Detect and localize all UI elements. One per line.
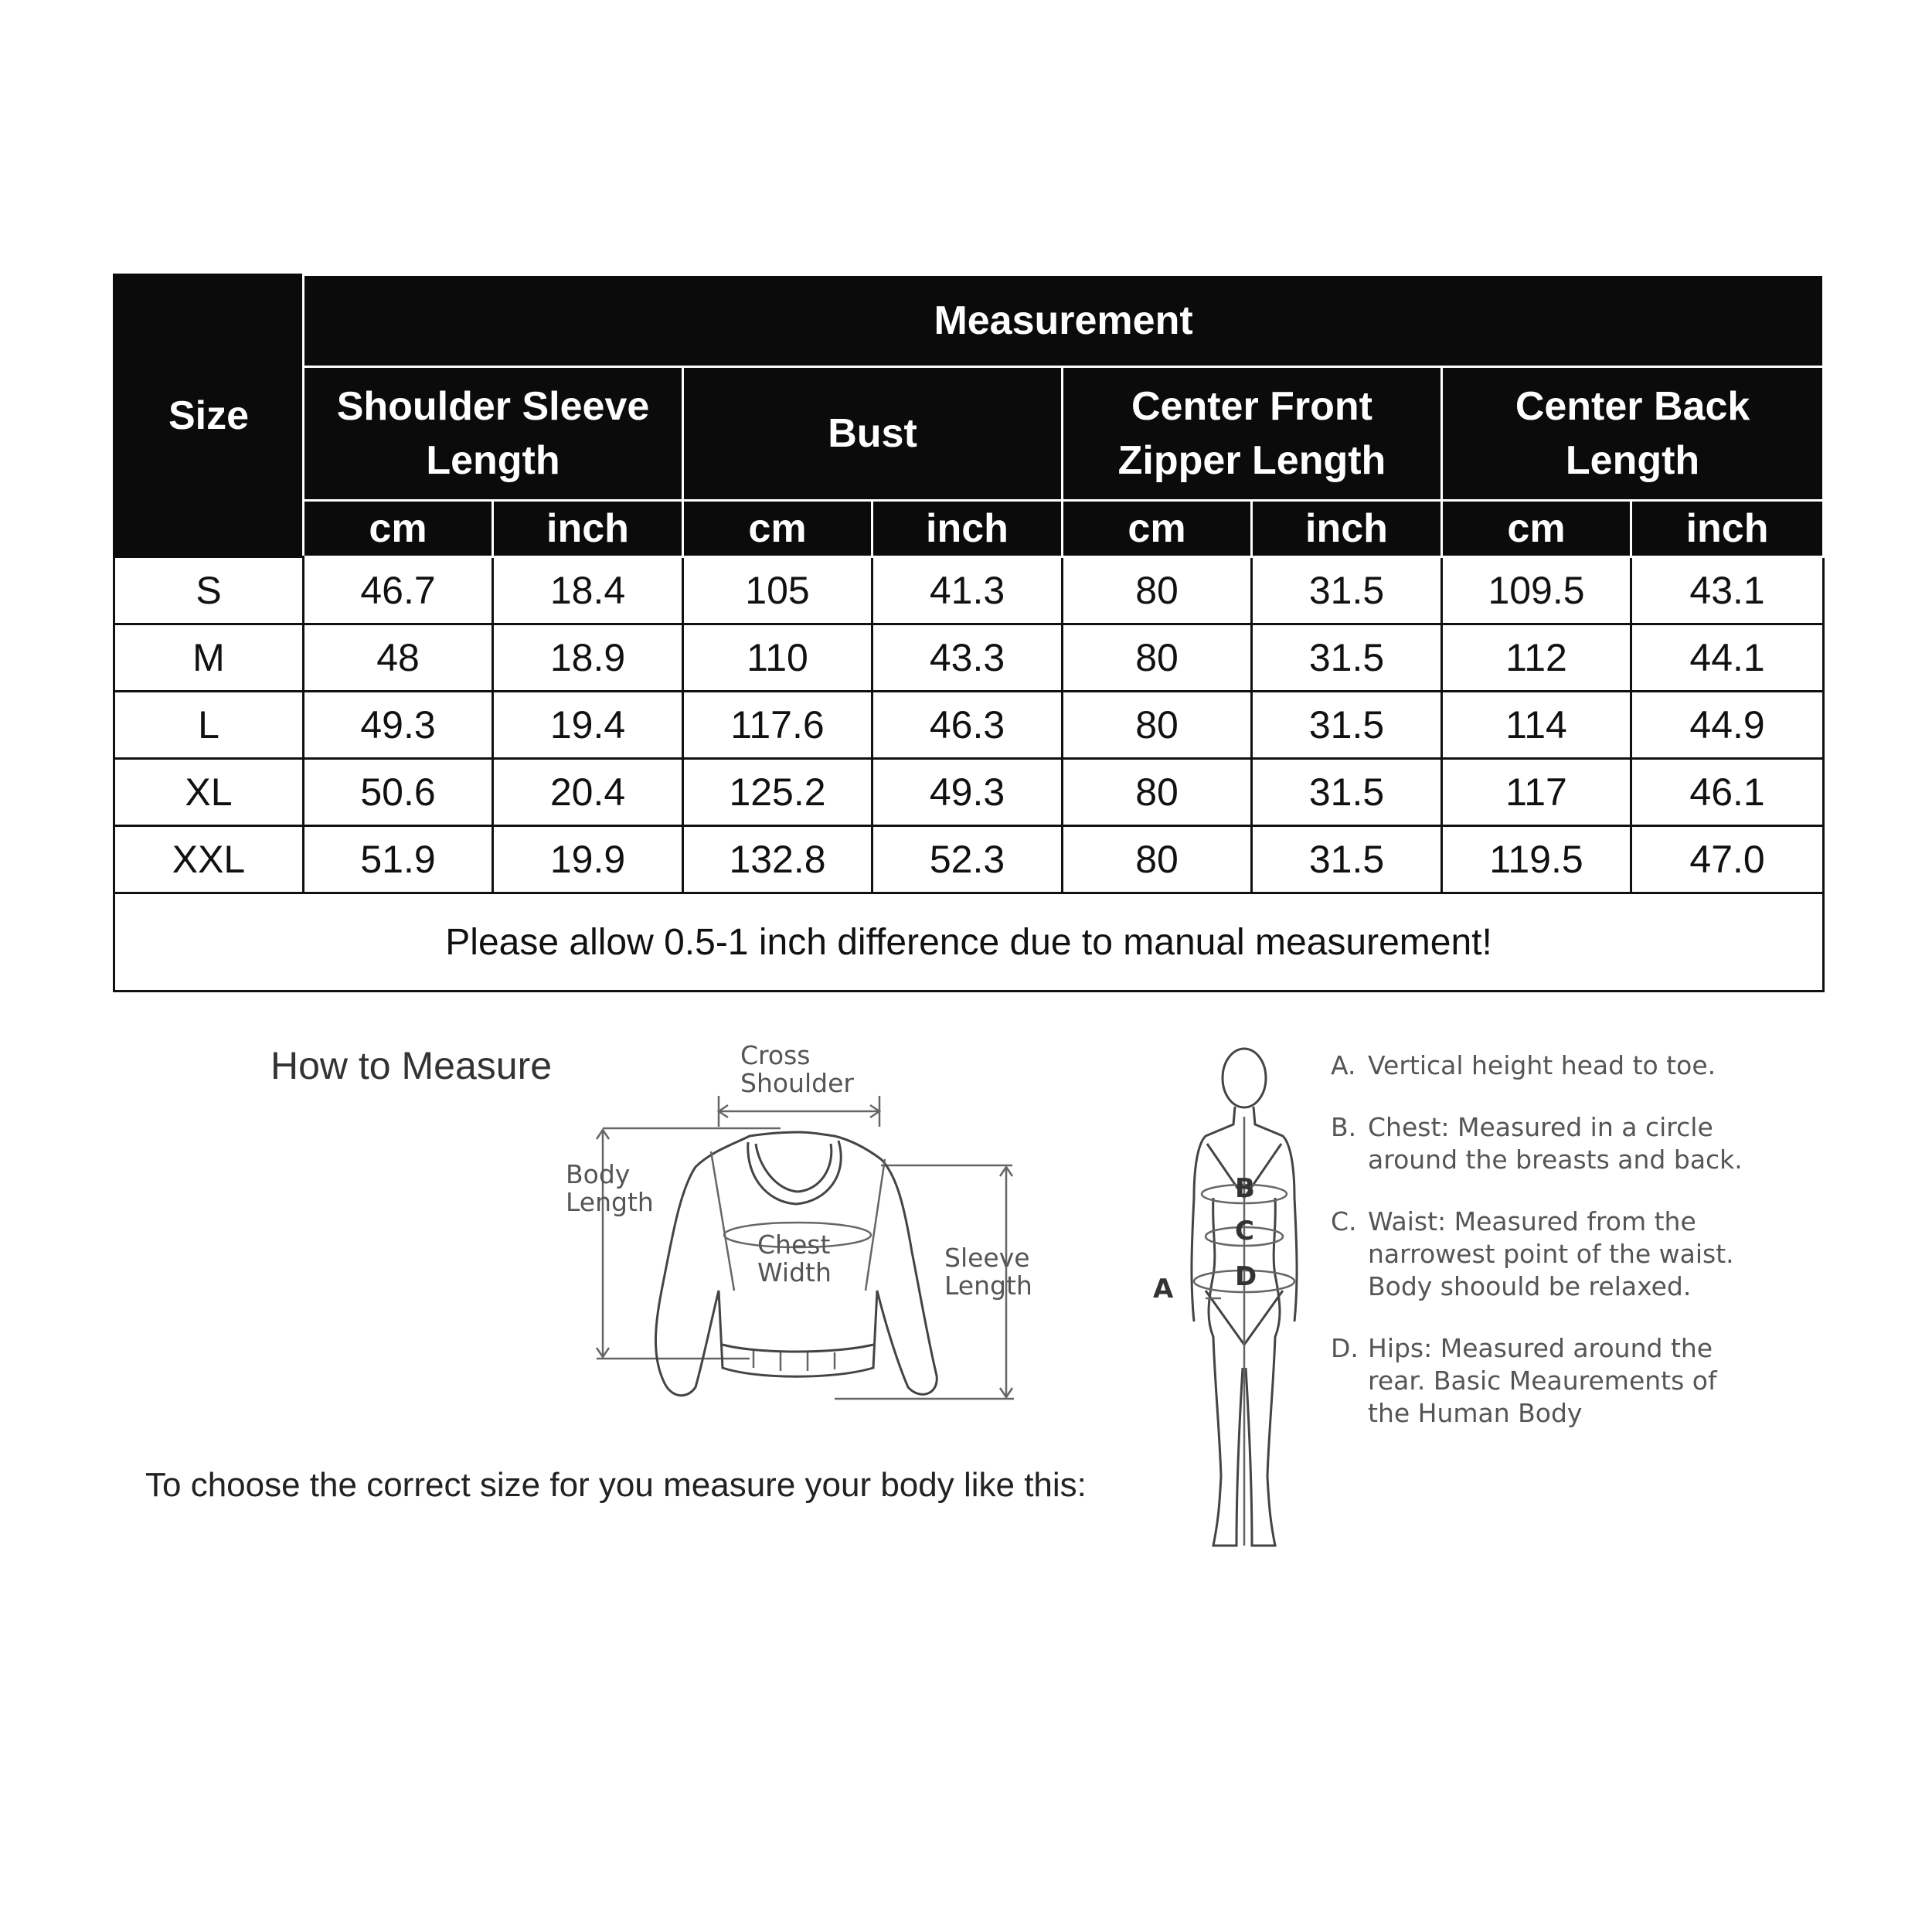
unit-header: cm	[683, 501, 872, 557]
table-row	[114, 692, 1824, 759]
unit-header: inch	[1631, 501, 1824, 557]
value-cell: 105	[683, 557, 872, 624]
value-cell: 31.5	[1252, 759, 1442, 826]
value-cell: 125.2	[683, 759, 872, 826]
value-cell: 80	[1063, 759, 1252, 826]
size-cell: XL	[114, 759, 304, 826]
value-cell: 112	[1442, 624, 1631, 692]
value-cell: 20.4	[493, 759, 683, 826]
value-cell: 109.5	[1442, 557, 1631, 624]
value-cell: 19.9	[493, 826, 683, 893]
table-row	[114, 759, 1824, 826]
value-cell: 80	[1063, 624, 1252, 692]
note-item-d	[1331, 1332, 1764, 1430]
unit-header: inch	[872, 501, 1063, 557]
value-cell: 47.0	[1631, 826, 1824, 893]
size-chart-table	[113, 274, 1825, 992]
body-label-a: A	[1153, 1274, 1174, 1304]
value-cell: 114	[1442, 692, 1631, 759]
label-cross-shoulder: Cross Shoulder	[740, 1040, 854, 1098]
body-label-c: C	[1235, 1216, 1254, 1247]
size-cell: XXL	[114, 826, 304, 893]
value-cell: 50.6	[304, 759, 493, 826]
table-body	[114, 557, 1824, 992]
unit-header: inch	[1252, 501, 1442, 557]
table-row	[114, 557, 1824, 624]
value-cell: 80	[1063, 826, 1252, 893]
group-header-back-length: Center Back Length	[1442, 367, 1824, 501]
value-cell: 44.9	[1631, 692, 1824, 759]
note-item-b	[1331, 1111, 1764, 1176]
value-cell: 31.5	[1252, 557, 1442, 624]
unit-header: inch	[493, 501, 683, 557]
measurement-notes	[1331, 1049, 1764, 1459]
value-cell: 46.7	[304, 557, 493, 624]
value-cell: 48	[304, 624, 493, 692]
body-figure-diagram	[1159, 1043, 1329, 1569]
table-row	[114, 624, 1824, 692]
measure-instruction: To choose the correct size for you measure your body like this:	[145, 1466, 1087, 1504]
value-cell: 18.9	[493, 624, 683, 692]
note-text: Chest: Measured in a circle around the breasts and back.	[1368, 1112, 1743, 1175]
value-cell: 41.3	[872, 557, 1063, 624]
value-cell: 51.9	[304, 826, 493, 893]
value-cell: 43.1	[1631, 557, 1824, 624]
note-text: Hips: Measured around the rear. Basic Meaurements of the Human Body	[1368, 1333, 1717, 1428]
body-label-b: B	[1235, 1173, 1255, 1204]
group-header-front-zipper: Center Front Zipper Length	[1063, 367, 1442, 501]
value-cell: 46.1	[1631, 759, 1824, 826]
note-item-c	[1331, 1206, 1764, 1303]
measurement-header: Measurement	[304, 275, 1824, 367]
value-cell: 31.5	[1252, 624, 1442, 692]
size-header: Size	[114, 275, 304, 557]
value-cell: 46.3	[872, 692, 1063, 759]
value-cell: 31.5	[1252, 692, 1442, 759]
value-cell: 119.5	[1442, 826, 1631, 893]
label-chest-width: Chest Width	[757, 1230, 832, 1287]
table-row	[114, 826, 1824, 893]
note-text: Vertical height head to toe.	[1368, 1050, 1716, 1080]
value-cell: 43.3	[872, 624, 1063, 692]
unit-header: cm	[1442, 501, 1631, 557]
value-cell: 132.8	[683, 826, 872, 893]
unit-header: cm	[1063, 501, 1252, 557]
value-cell: 117	[1442, 759, 1631, 826]
value-cell: 52.3	[872, 826, 1063, 893]
how-to-measure-title: How to Measure	[270, 1044, 553, 1087]
value-cell: 18.4	[493, 557, 683, 624]
value-cell: 31.5	[1252, 826, 1442, 893]
note-letter: B.	[1331, 1112, 1357, 1142]
unit-header: cm	[304, 501, 493, 557]
note-item-a	[1331, 1049, 1764, 1082]
size-cell: L	[114, 692, 304, 759]
value-cell: 49.3	[872, 759, 1063, 826]
value-cell: 117.6	[683, 692, 872, 759]
value-cell: 49.3	[304, 692, 493, 759]
group-header-shoulder-sleeve: Shoulder Sleeve Length	[304, 367, 683, 501]
note-letter: C.	[1331, 1206, 1357, 1236]
value-cell: 44.1	[1631, 624, 1824, 692]
group-header-bust: Bust	[683, 367, 1063, 501]
value-cell: 80	[1063, 557, 1252, 624]
value-cell: 19.4	[493, 692, 683, 759]
note-letter: D.	[1331, 1333, 1359, 1363]
size-cell: S	[114, 557, 304, 624]
note-text: Waist: Measured from the narrowest point of the waist. Body shoould be relaxed.	[1368, 1206, 1734, 1301]
label-body-length: Body Length	[566, 1159, 654, 1217]
value-cell: 80	[1063, 692, 1252, 759]
size-cell: M	[114, 624, 304, 692]
value-cell: 110	[683, 624, 872, 692]
measurement-note: Please allow 0.5-1 inch difference due to manual measurement!	[114, 893, 1824, 992]
body-label-d: D	[1235, 1261, 1257, 1292]
label-sleeve-length: Sleeve Length	[944, 1243, 1032, 1301]
note-letter: A.	[1331, 1050, 1356, 1080]
